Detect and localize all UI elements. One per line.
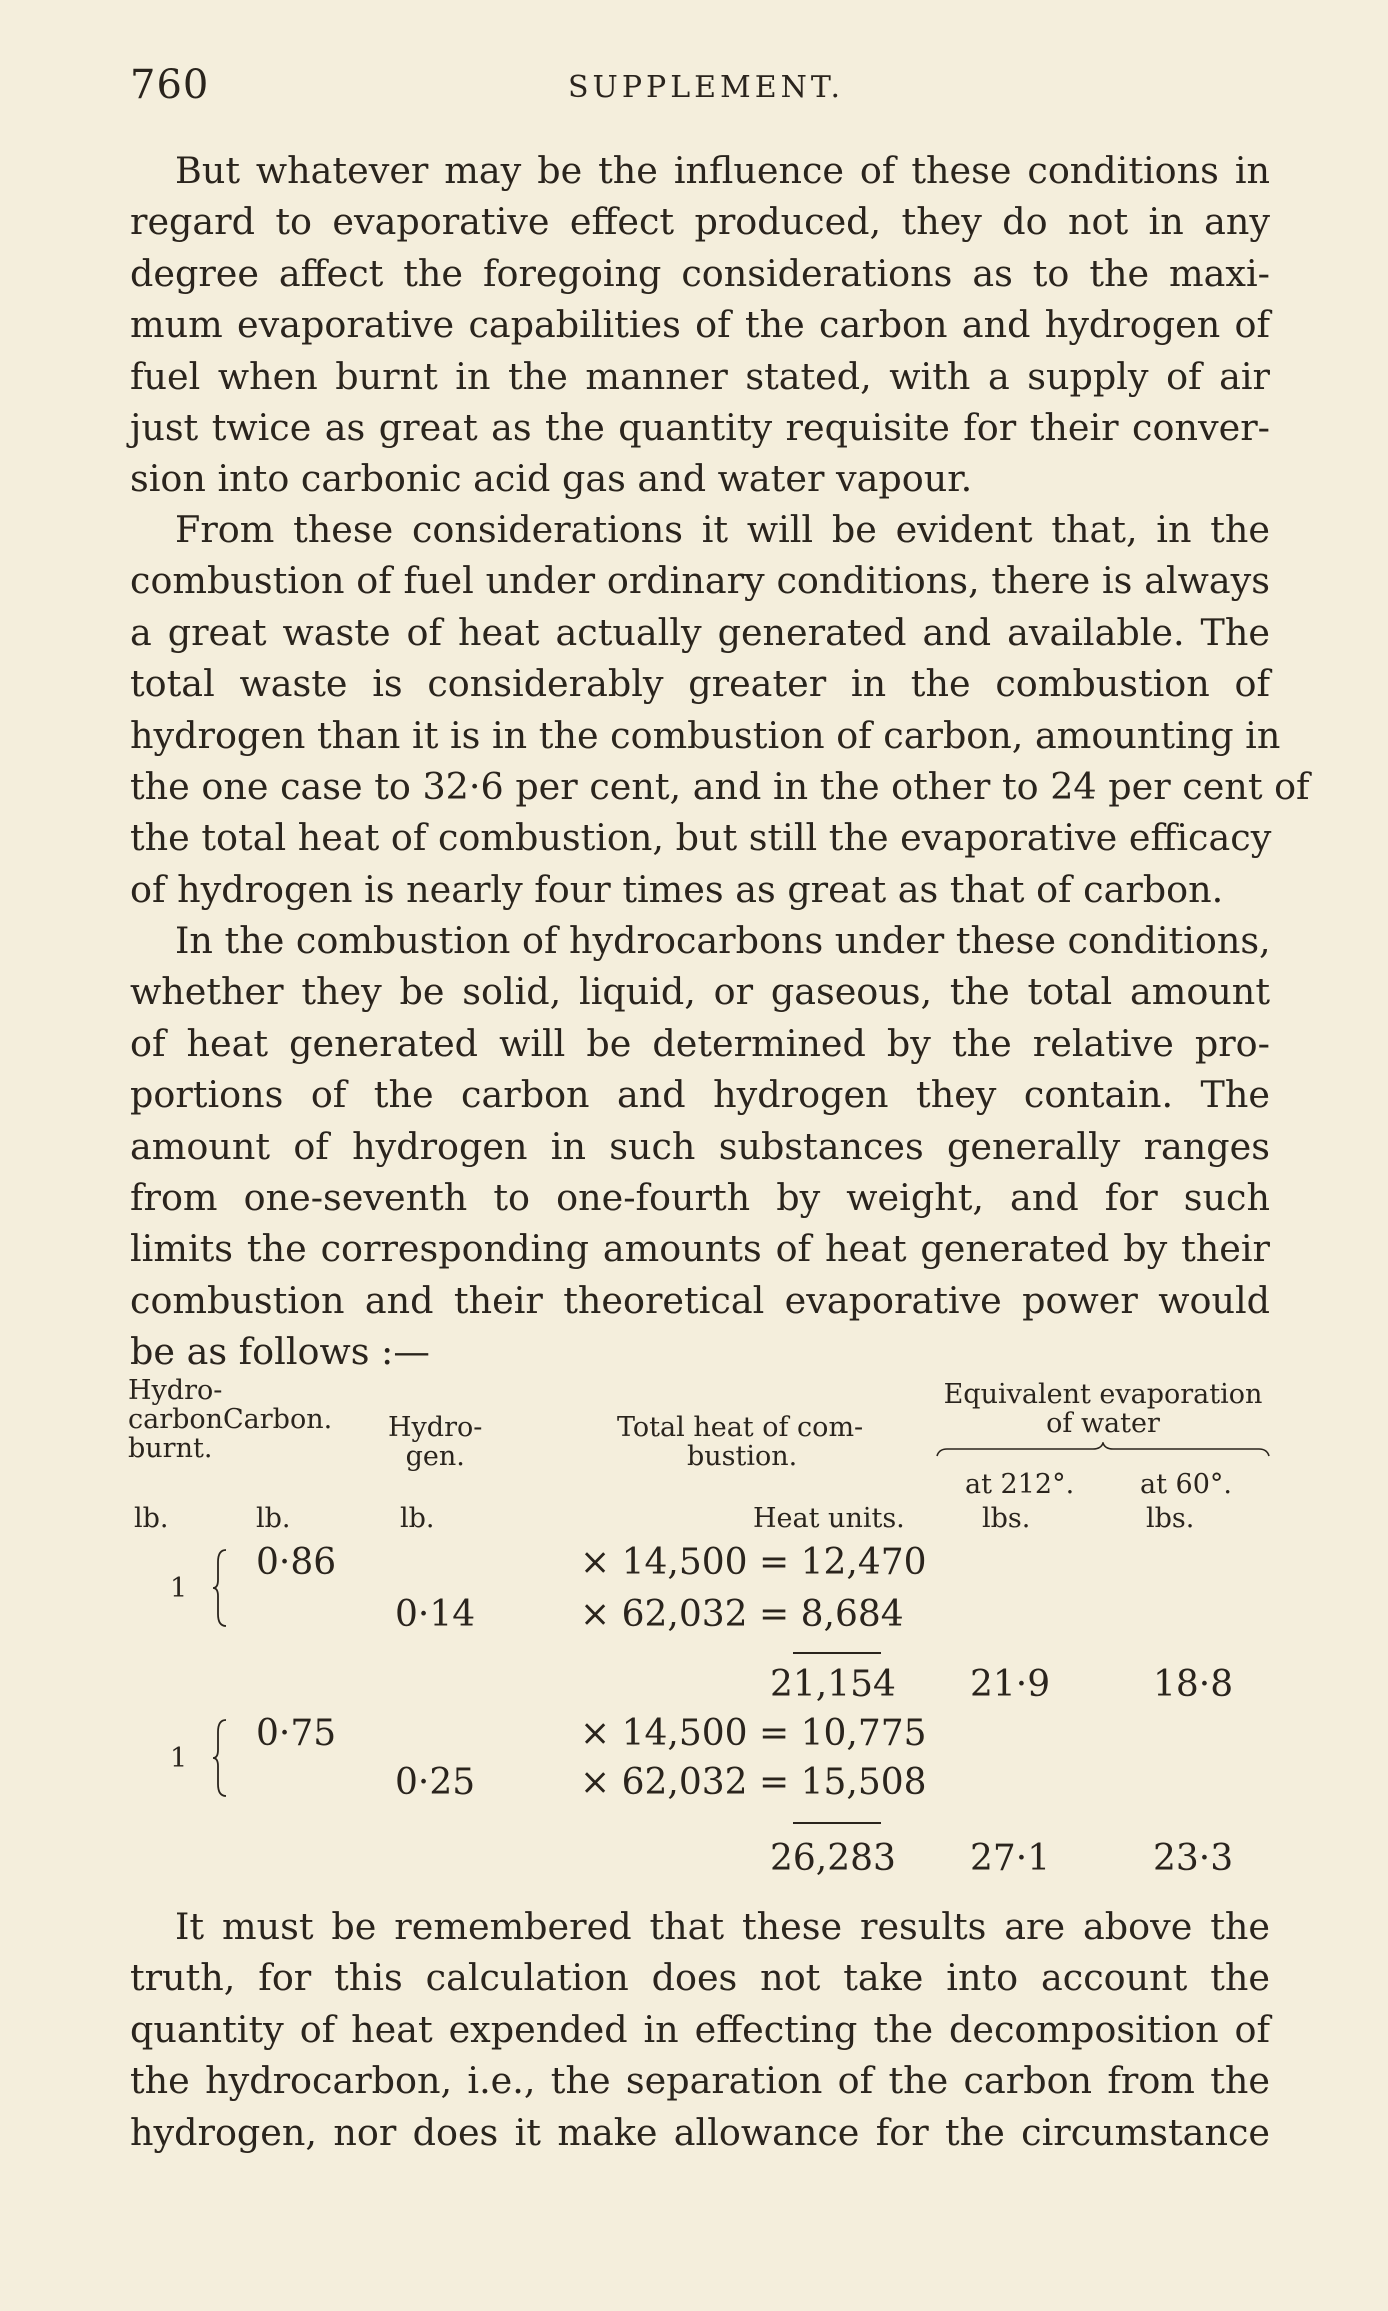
text-line: mum evaporative capabilities of the carbon and hydrogen of [130,303,1270,347]
header-text: carbon [128,1404,224,1435]
page-number: 760 [130,62,210,108]
text-line: from one-seventh to one-fourth by weight, and for such [130,1175,1270,1219]
text-line: of heat generated will be determined by the relative pro- [130,1021,1270,1065]
header-text: Hydro- [128,1375,223,1406]
header-text: bustion. [687,1441,798,1472]
group-2-brace [212,1718,232,1798]
paragraph-2 [130,504,1310,915]
text-line: hydrogen, nor does it make allowance for the circumstance [130,2110,1270,2154]
group-1-evap-212: 21·9 [970,1664,1051,1705]
text-line: the total heat of combustion, but still the evaporative efficacy [130,816,1272,860]
text-line: In the combustion of hydrocarbons under these conditions, [175,919,1271,962]
header-text: Total heat of com- [617,1412,864,1443]
text-line: truth, for this calculation does not take into account the [130,1956,1270,2000]
text-line: combustion and their theoretical evaporative power would [130,1278,1270,1322]
header-text: Hydro- [388,1412,483,1443]
group-1-carbon-calc: × 14,500 = 12,470 [580,1542,927,1583]
group-1-carbon: 0·86 [256,1542,337,1583]
running-head: SUPPLEMENT. [568,70,845,105]
header-at-60: at 60°. [1140,1469,1232,1500]
paragraph-4 [130,1901,1270,2158]
header-text: gen. [405,1441,465,1472]
unit-carbon: lb. [256,1503,291,1534]
group-1-hydrogen-calc: × 62,032 = 8,684 [580,1594,904,1635]
header-carbon: Carbon. [223,1404,333,1435]
unit-212: lbs. [982,1503,1031,1534]
text-line: combustion of fuel under ordinary conditions, there is always [130,559,1270,603]
text-line: of hydrogen is nearly four times as great as that of carbon. [130,867,1224,911]
unit-heat: Heat units. [753,1503,905,1534]
group-2-evap-60: 23·3 [1153,1838,1234,1879]
group-2-evap-212: 27·1 [970,1838,1051,1879]
text-line: whether they be solid, liquid, or gaseous, the total amount [130,970,1270,1014]
header-total-heat [617,1413,863,1471]
unit-hydrocarbon: lb. [134,1503,169,1534]
text-line: hydrogen than it is in the combustion of carbon, amounting in [130,713,1281,757]
header-hydrogen [388,1413,482,1471]
text-line: regard to evaporative effect produced, they do not in any [130,200,1270,244]
header-hydrocarbon [128,1376,223,1463]
text-line: degree affect the foregoing considerations as to the maxi- [130,251,1270,295]
group-1-total: 21,154 [770,1664,896,1705]
unit-hydrogen: lb. [400,1503,435,1534]
text-line: It must be remembered that these results are above the [175,1905,1270,1948]
header-evaporation [935,1380,1271,1438]
header-text: Equivalent evaporation [943,1379,1263,1410]
unit-60: lbs. [1146,1503,1195,1534]
text-line: quantity of heat expended in effecting the decomposition of [130,2007,1270,2051]
text-line: portions of the carbon and hydrogen they contain. The [130,1073,1270,1117]
text-line: be as follows :— [130,1330,430,1374]
group-2-hydrocarbon: 1 [170,1743,188,1774]
group-1-brace [212,1548,232,1628]
group-2-carbon: 0·75 [256,1713,337,1754]
text-line: amount of hydrogen in such substances generally ranges [130,1124,1270,1168]
text-line: sion into carbonic acid gas and water vapour. [130,457,973,501]
paragraph-3 [130,915,1270,1378]
group-2-total: 26,283 [770,1838,896,1879]
text-line: limits the corresponding amounts of heat generated by their [130,1227,1270,1271]
text-line: total waste is considerably greater in the combustion of [130,662,1270,706]
sum-rule [793,1822,881,1824]
group-1-hydrocarbon: 1 [170,1573,188,1604]
text-line: But whatever may be the influence of these conditions in [175,149,1270,192]
header-at-212: at 212°. [965,1469,1075,1500]
text-line: a great waste of heat actually generated and available. The [130,610,1270,654]
sum-rule [793,1652,881,1654]
evaporation-brace [935,1442,1271,1462]
group-1-hydrogen: 0·14 [395,1594,476,1635]
group-2-hydrogen: 0·25 [395,1762,476,1803]
text-line: just twice as great as the quantity requisite for their conver- [130,405,1270,449]
text-line: From these considerations it will be evident that, in the [175,508,1270,551]
text-line: fuel when burnt in the manner stated, with a supply of air [130,354,1270,398]
text-line: the hydrocarbon, i.e., the separation of the carbon from the [130,2059,1270,2103]
header-text: burnt. [128,1433,213,1464]
header-text: of water [1046,1408,1160,1439]
paragraph-1 [130,145,1270,505]
text-line: the one case to 32·6 per cent, and in the other to 24 per cent of [130,764,1310,808]
group-2-carbon-calc: × 14,500 = 10,775 [580,1713,927,1754]
group-1-evap-60: 18·8 [1153,1664,1234,1705]
group-2-hydrogen-calc: × 62,032 = 15,508 [580,1762,927,1803]
